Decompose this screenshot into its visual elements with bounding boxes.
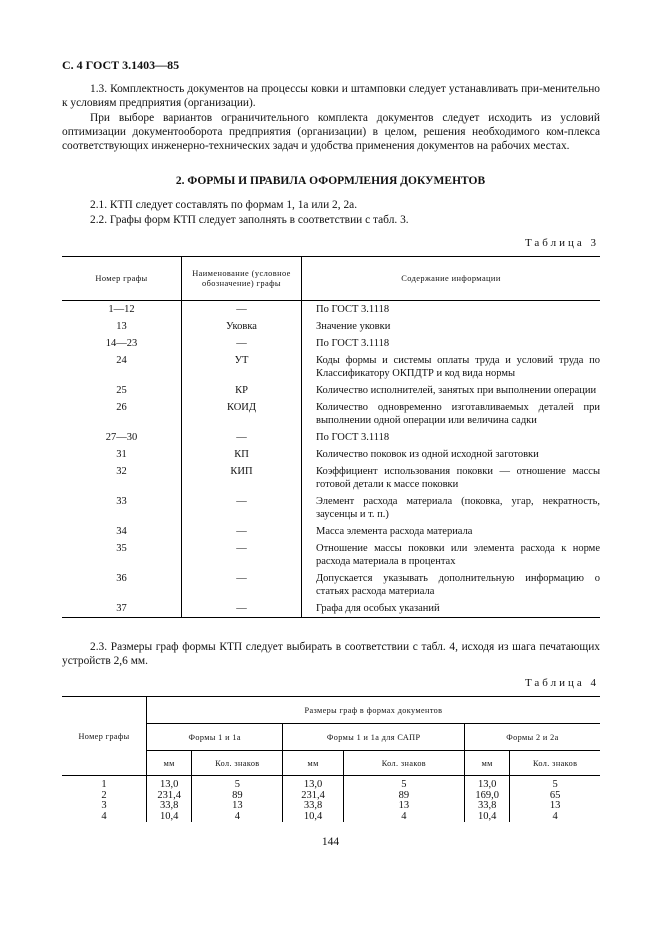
- table4-sub-chars: Кол. знаков: [192, 751, 283, 776]
- table-4: [62, 696, 600, 822]
- table4-sub-chars: Кол. знаков: [510, 751, 600, 776]
- table3-cell-name: УТ: [182, 352, 302, 382]
- table4-cell-mm: 10,4: [147, 812, 192, 823]
- table-row: [62, 600, 600, 618]
- table4-cell-number: 2: [62, 791, 147, 802]
- table-row: [62, 812, 600, 823]
- table4-cell-mm: 13,0: [464, 776, 509, 791]
- table4-cell-mm: 169,0: [464, 791, 509, 802]
- table3-cell-content: Значение уковки: [316, 321, 391, 332]
- table4-group-forms-2: Формы 2 и 2а: [464, 724, 600, 751]
- table3-caption: Таблица 3: [524, 237, 599, 249]
- table3-body: [62, 301, 600, 618]
- table4-group-forms-1: Формы 1 и 1а: [147, 724, 283, 751]
- table4-cell-chars: 65: [549, 789, 561, 801]
- table3-cell-number: 26: [62, 399, 182, 429]
- table3-cell-name: —: [182, 301, 302, 319]
- table-row: [62, 791, 600, 802]
- table3-cell-content: Масса элемента расхода материала: [316, 526, 473, 537]
- table-row: [62, 318, 600, 335]
- table3-cell-content: Количество исполнителей, занятых при выполнении операции: [316, 385, 597, 396]
- table3-cell-name: —: [182, 429, 302, 446]
- table-row: [62, 801, 600, 812]
- table3-cell-number: 35: [62, 540, 182, 570]
- table4-cell-chars: 4: [192, 812, 283, 823]
- table3-cell-name: —: [182, 493, 302, 523]
- table3-cell-number: 14—23: [62, 335, 182, 352]
- table3-cell-name: —: [182, 523, 302, 540]
- table4-sub-mm: мм: [147, 751, 192, 776]
- table4-cell-mm: 13,0: [147, 776, 192, 791]
- table3-cell-content: По ГОСТ 3.1118: [316, 304, 390, 315]
- table3-cell-name: КОИД: [182, 399, 302, 429]
- table3-header-name: Наименование (условное обозначение) графы: [182, 257, 302, 301]
- table4-cell-number: 3: [62, 801, 147, 812]
- table4-cell-mm: 33,8: [147, 801, 192, 812]
- table4-cell-mm: 13,0: [283, 776, 343, 791]
- table4-cell-mm: 33,8: [283, 801, 343, 812]
- table3-cell-content: Коды формы и системы оплаты труда и условий труда по Классификатору ОКПДТР и код вида нормы: [316, 355, 600, 379]
- table4-cell-chars: 5: [192, 776, 283, 791]
- table-row: [62, 352, 600, 382]
- table3-cell-name: —: [182, 335, 302, 352]
- table3-cell-number: 37: [62, 600, 182, 618]
- table-row: [62, 446, 600, 463]
- table4-cell-mm: 10,4: [464, 812, 509, 823]
- table4-cell-number: 4: [62, 812, 147, 823]
- table4-sub-mm: мм: [283, 751, 343, 776]
- table3-cell-content: Допускается указывать дополнительную информацию о статьях расхода материала: [316, 573, 600, 597]
- paragraph-2-3: 2.3. Размеры граф формы КТП следует выбирать в соответствии с табл. 4, исходя из шага печатающих устройств 2,6 мм.: [62, 641, 600, 668]
- table3-cell-number: 1—12: [62, 301, 182, 319]
- table4-sub-mm: мм: [464, 751, 509, 776]
- table4-cell-chars: 13: [343, 801, 464, 812]
- table4-cell-mm: 33,8: [464, 801, 509, 812]
- table-row: [62, 382, 600, 399]
- table3-cell-number: 25: [62, 382, 182, 399]
- table4-caption: Таблица 4: [524, 677, 599, 689]
- page-header: С. 4 ГОСТ 3.1403—85: [62, 58, 180, 72]
- table4-cell-chars: 4: [343, 812, 464, 823]
- table3-cell-content: Количество поковок из одной исходной заготовки: [316, 449, 539, 460]
- paragraph-variants: При выборе вариантов ограничительного комплекта документов следует исходить из условий оптимизации документооборота предприятия (организации) в целом, решения необходимого ком-плекса соответствующих инженерно-технических задач и удобства применения документов на рабочих местах.: [62, 112, 600, 153]
- table-row: [62, 493, 600, 523]
- table4-cell-chars: 5: [552, 779, 558, 790]
- table3-cell-number: 36: [62, 570, 182, 600]
- table3-cell-number: 27—30: [62, 429, 182, 446]
- item-2-1: 2.1. КТП следует составлять по формам 1, 1а или 2, 2а.: [90, 199, 358, 211]
- table4-cell-chars: 4: [552, 810, 558, 822]
- table-row: [62, 570, 600, 600]
- table4-cell-mm: 10,4: [283, 812, 343, 823]
- item-2-2: 2.2. Графы форм КТП следует заполнять в соответствии с табл. 3.: [90, 214, 409, 226]
- table3-cell-name: Уковка: [182, 318, 302, 335]
- table4-cell-number: 1: [62, 776, 147, 791]
- table3-cell-number: 13: [62, 318, 182, 335]
- table4-header-number: Номер графы: [62, 697, 147, 776]
- table4-cell-chars: 13: [192, 801, 283, 812]
- table3-cell-content: По ГОСТ 3.1118: [316, 432, 390, 443]
- table3-cell-number: 31: [62, 446, 182, 463]
- table4-cell-mm: 231,4: [283, 791, 343, 802]
- table4-header-sizes: Размеры граф в формах документов: [147, 697, 601, 724]
- section-title: 2. ФОРМЫ И ПРАВИЛА ОФОРМЛЕНИЯ ДОКУМЕНТОВ: [175, 175, 486, 187]
- table3-cell-number: 33: [62, 493, 182, 523]
- table3-cell-content: По ГОСТ 3.1118: [316, 338, 390, 349]
- table-row: [62, 335, 600, 352]
- table-3: [62, 256, 600, 618]
- table-row: [62, 463, 600, 493]
- table4-cell-chars: 13: [549, 800, 561, 811]
- table3-cell-number: 24: [62, 352, 182, 382]
- table3-cell-name: КР: [182, 382, 302, 399]
- table3-cell-name: КП: [182, 446, 302, 463]
- table3-cell-content: Графа для особых указаний: [302, 600, 601, 618]
- table4-cell-chars: 89: [192, 791, 283, 802]
- table3-cell-name: —: [182, 600, 302, 618]
- table4-body: [62, 776, 600, 823]
- table3-cell-number: 34: [62, 523, 182, 540]
- table3-cell-name: —: [182, 570, 302, 600]
- paragraph-1-3: 1.3. Комплектность документов на процессы ковки и штамповки следует устанавливать при-менительно к условиям предприятия (организации).: [62, 83, 600, 110]
- table3-header-content: Содержание информации: [302, 257, 601, 301]
- table3-cell-content: Количество одновременно изготавливаемых деталей при выполнении одной операции или величина садки: [316, 402, 600, 426]
- table-row: [62, 776, 600, 791]
- table-row: [62, 540, 600, 570]
- table3-cell-name: —: [182, 540, 302, 570]
- table3-cell-name: КИП: [182, 463, 302, 493]
- table-row: [62, 429, 600, 446]
- table3-header-number: Номер графы: [62, 257, 182, 301]
- table4-cell-chars: 5: [343, 776, 464, 791]
- table-row: [62, 399, 600, 429]
- table4-cell-chars: 89: [343, 791, 464, 802]
- table-row: [62, 301, 600, 319]
- table3-cell-content: Элемент расхода материала (поковка, угар, некратность, заусенцы и т. п.): [316, 496, 600, 520]
- table3-cell-number: 32: [62, 463, 182, 493]
- table3-cell-content: Отношение массы поковки или элемента расхода к норме расхода материала в процентах: [316, 543, 600, 567]
- table4-group-forms-1-sapr: Формы 1 и 1а для САПР: [283, 724, 465, 751]
- table3-cell-content: Коэффициент использования поковки — отношение массы готовой детали к массе поковки: [316, 466, 600, 490]
- page-number: 144: [321, 836, 340, 848]
- table4-cell-mm: 231,4: [147, 791, 192, 802]
- table4-sub-chars: Кол. знаков: [343, 751, 464, 776]
- table-row: [62, 523, 600, 540]
